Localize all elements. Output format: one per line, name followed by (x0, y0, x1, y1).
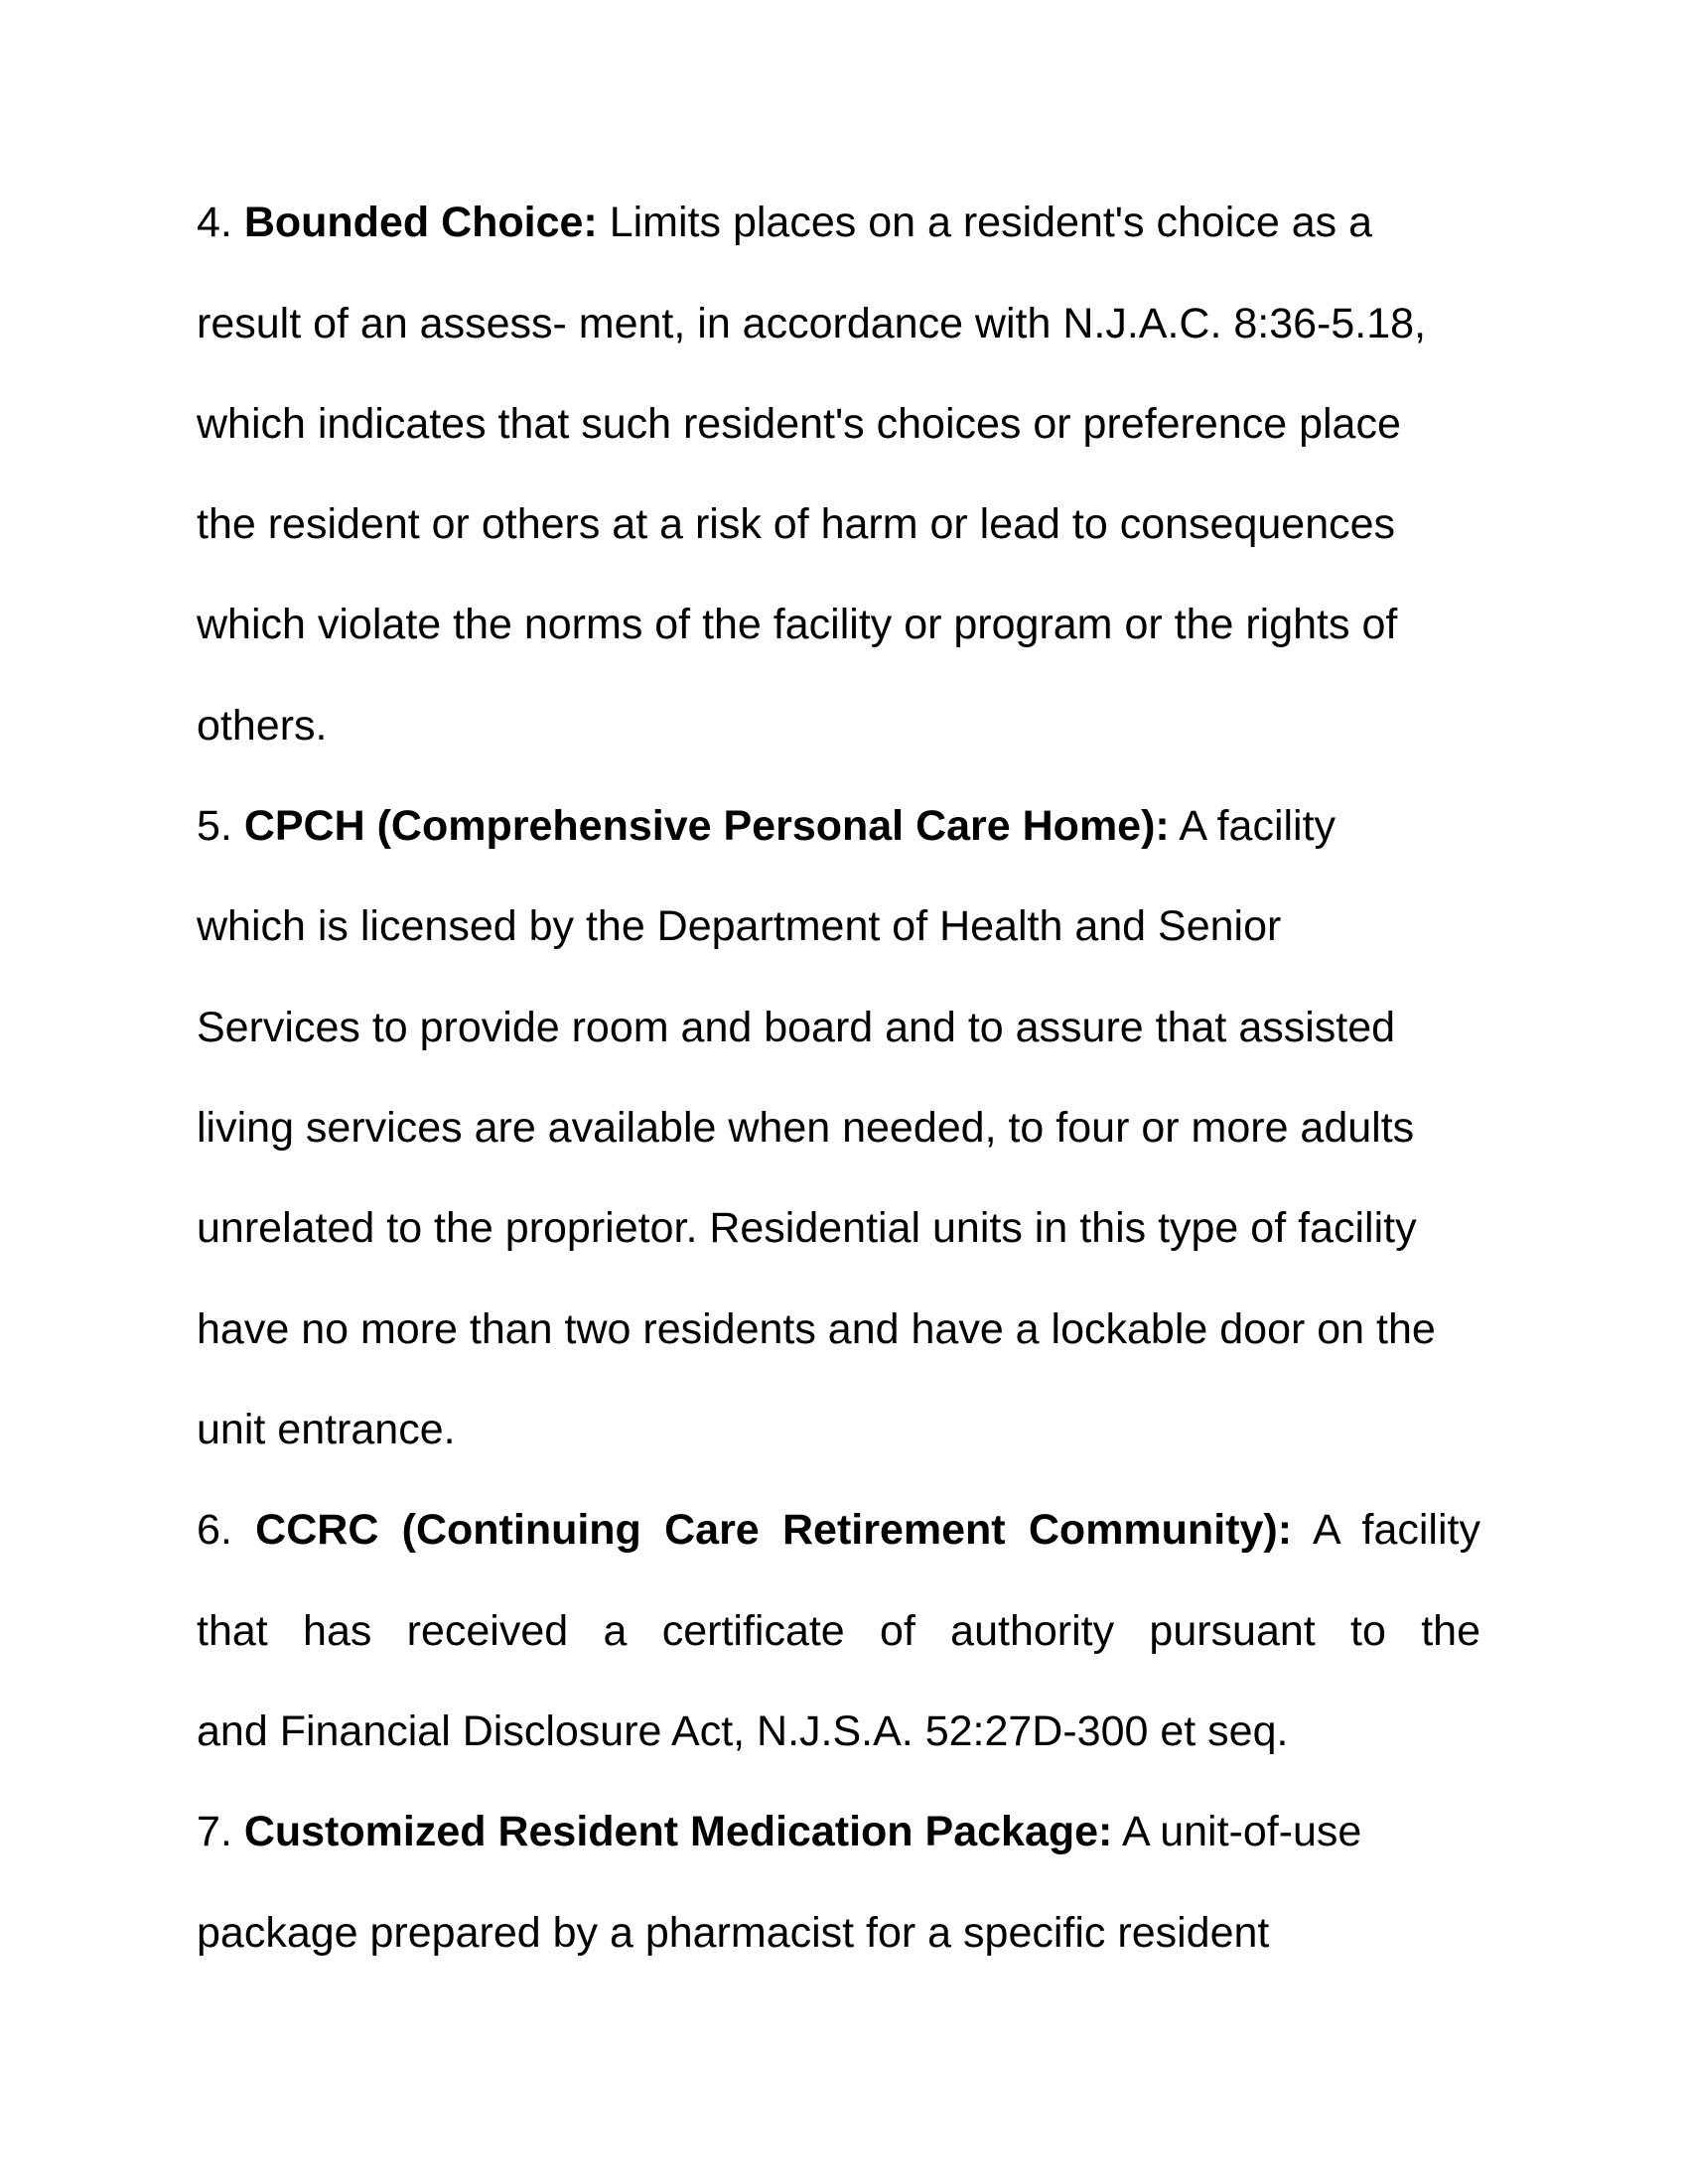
definition-7-line-1 (197, 1806, 1361, 1857)
definition-term: CPCH (Comprehensive Personal Care Home): (243, 802, 1170, 850)
definition-text-line: Services to provide room and board and to assure that assisted (197, 1004, 1396, 1051)
definition-text-line: package prepared by a pharmacist for a specific resident (197, 1909, 1270, 1957)
definition-text-line: that has received a certificate of authority pursuant to the (197, 1607, 1480, 1655)
definition-4-line-1 (197, 197, 1372, 248)
definition-term: Bounded Choice: (243, 199, 598, 246)
definition-number: 5. (197, 802, 232, 850)
definition-text: Limits places on a resident's choice as a (609, 199, 1372, 246)
definition-6-line-1 (197, 1504, 1480, 1556)
definition-5-line-1 (197, 800, 1336, 852)
definition-text-line: unrelated to the proprietor. Residential units in this type of facility (197, 1204, 1417, 1252)
definition-number: 4. (197, 199, 232, 246)
definition-term: Customized Resident Medication Package: (243, 1808, 1113, 1855)
definition-text: A facility (1179, 802, 1336, 850)
definition-number: 7. (197, 1808, 232, 1855)
definition-text-line: unit entrance. (197, 1406, 456, 1453)
definition-text-line: and Financial Disclosure Act, N.J.S.A. 52:27D-300 et seq. (197, 1707, 1289, 1755)
definition-text: A unit-of-use (1121, 1808, 1362, 1855)
definition-text-line: living services are available when needed, to four or more adults (197, 1104, 1415, 1152)
definition-text-line: which violate the norms of the facility or program or the rights of (197, 601, 1398, 648)
definition-text-line: result of an assess- ment, in accordance with N.J.A.C. 8:36-5.18, (197, 300, 1427, 347)
definition-term: CCRC (Continuing Care Retirement Community): (255, 1506, 1293, 1554)
definition-text-line: have no more than two residents and have a lockable door on the (197, 1305, 1436, 1353)
definition-number: 6. (197, 1506, 232, 1554)
definition-text-line: which is licensed by the Department of Health and Senior (197, 902, 1282, 950)
definition-text-line: others. (197, 702, 328, 750)
definition-text-line: the resident or others at a risk of harm or lead to consequences (197, 500, 1396, 548)
definition-text-line: which indicates that such resident's choices or preference place (197, 400, 1401, 448)
definition-text: A facility (1312, 1506, 1480, 1554)
